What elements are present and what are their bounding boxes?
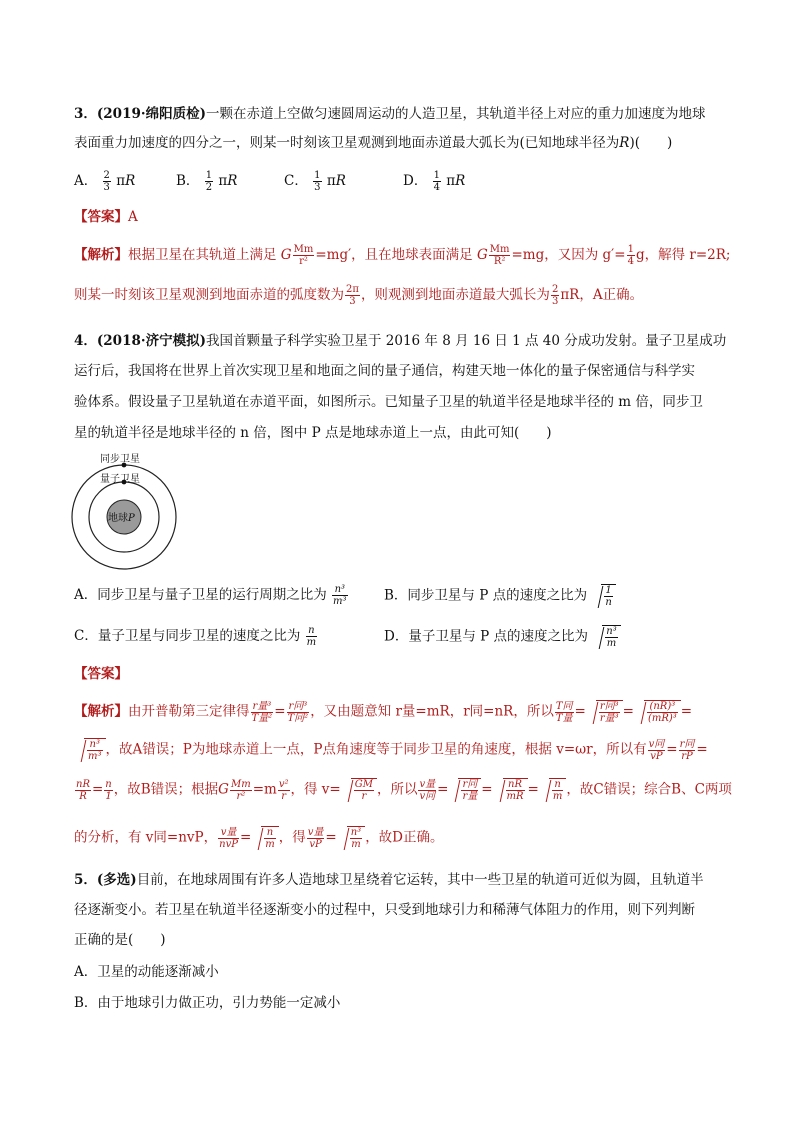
analysis-fraction: [679, 739, 696, 762]
q4-number: 4．: [74, 333, 97, 349]
analysis-text: ，故B错误；根据: [113, 781, 219, 798]
fraction-numerator: Mm: [489, 244, 510, 255]
fraction-numerator: n: [552, 779, 563, 791]
q4-stem-line3: [74, 392, 703, 412]
analysis-text: πR，A正确。: [560, 287, 644, 303]
analysis-fraction: [218, 827, 239, 850]
fraction-numerator: n: [264, 827, 275, 839]
fraction-denominator: r: [361, 791, 367, 802]
fraction-denominator: m: [351, 839, 361, 850]
analysis-sqrt: [341, 778, 377, 802]
analysis-text: ，得 v=: [290, 781, 341, 798]
fraction-numerator: v²: [278, 778, 289, 790]
q5-stem-text1: 目前，在地球周围有许多人造地球卫星绕着它运转，其中一些卫星的轨道可近似为圆，且轨道半: [136, 872, 704, 888]
analysis-text: =mg，又因为 g′=: [511, 247, 626, 263]
fraction-numerator: nR: [76, 778, 90, 790]
analysis-fraction: [551, 284, 559, 307]
fraction-denominator: T量: [555, 712, 573, 724]
q4-stem-line2: [74, 361, 695, 381]
fraction-denominator: r量³: [599, 713, 619, 724]
analysis-tag: 【解析】: [74, 247, 128, 263]
q4-stem-line4: [74, 423, 551, 443]
analysis-fraction: [354, 779, 374, 802]
option-label: A．: [74, 964, 98, 980]
answer-tag: 【答案】: [74, 209, 128, 225]
fraction-numerator: n³: [350, 827, 362, 838]
fraction-denominator: r量: [462, 791, 478, 802]
fraction-numerator: v量: [218, 827, 239, 839]
analysis-fraction: [104, 779, 112, 802]
analysis-fraction: [647, 701, 678, 724]
fraction-denominator: R²: [493, 256, 506, 267]
option-text: 同步卫星与量子卫星的运行周期之比为: [97, 587, 327, 603]
q4-stem-line1: [74, 331, 726, 351]
q4-option-d: [384, 625, 621, 649]
analysis-sqrt: [448, 778, 481, 802]
fraction-numerator: v量: [307, 826, 324, 838]
analysis-text: ，故C错误；综合B、C两项: [566, 781, 732, 798]
fraction-numerator: r同³: [288, 700, 308, 712]
fraction-numerator: v同: [648, 738, 665, 750]
fraction-denominator: r²: [236, 790, 246, 802]
analysis-fraction: [648, 739, 666, 762]
fraction-numerator: v量: [419, 778, 436, 790]
q5-stem-text2: 径逐渐变小。若卫星在轨道半径逐渐变小的过程中，只受到地球引力和稀薄气体阻力的作用，则下列判断: [74, 902, 695, 918]
fraction-numerator: 1: [627, 244, 634, 255]
fraction-denominator: 2: [205, 182, 213, 193]
q5-option-b: [74, 993, 340, 1013]
option-label: B．: [74, 995, 98, 1011]
analysis-g: G: [280, 247, 292, 263]
option-fraction: [332, 584, 348, 607]
q4-analysis-line3: $\frac{nR}{R}$ = $\frac{n}{1}$ ，故B错误；根据G $\frac{Mm}{\text{r²}}$ =m $\frac{\text{v²}}{r}$ ，得 v= $\frac{GM}{r}$ ，所以 $\frac{\text{v量}}{\text{v同}}$ = $\frac{\text{r同}}{\text{r量}}$ = $\frac{nR}{mR}$ = $\frac{n}{m}$ ，故C错误；综合B、C两项: [76, 778, 732, 802]
answer-value: A: [128, 209, 138, 225]
option-label: A．: [74, 587, 98, 603]
fraction-numerator: 1: [314, 170, 321, 181]
fraction-numerator: 2: [551, 284, 559, 295]
q5-stem-line2: [74, 900, 695, 920]
fraction-denominator: R: [79, 790, 87, 802]
analysis-fraction: [287, 701, 310, 724]
fraction-denominator: 4: [433, 182, 440, 193]
analysis-text: ，故D正确。: [365, 829, 444, 846]
fraction-numerator: r同³: [599, 701, 619, 712]
option-var: R: [335, 173, 346, 189]
fraction-numerator: r同: [679, 738, 695, 750]
q4-stem-text4: 星的轨道半径是地球半径的 n 倍，图中 P 点是地球赤道上一点，由此可知( ): [74, 425, 552, 441]
fraction-denominator: m³: [88, 751, 102, 762]
analysis-text: 的分析，有 v同=nvP，: [74, 829, 218, 846]
fraction-denominator: 4: [627, 256, 634, 267]
analysis-g: G: [476, 247, 488, 263]
fraction-numerator: Mm: [293, 244, 314, 255]
q4-analysis-line1: 【解析】由开普勒第三定律得 $\frac{\text{r量³}}{\text{T量²}}$ = $\frac{\text{r同³}}{\text{T同²}}$ ，又由题意知 r量=mR，r同=nR，所以 $\frac{\text{T同}}{\text{T量}}$ = $\frac{\text{r同³}}{\text{r量³}}$ = $\frac{\text{(nR)³}}{\text{(mR)³}}$ =: [74, 700, 693, 724]
analysis-sqrt: [493, 778, 528, 802]
analysis-text: ，所以: [376, 781, 418, 798]
fraction-denominator: 3: [551, 296, 559, 307]
fraction-denominator: m: [306, 637, 317, 648]
fraction-numerator: 1: [433, 170, 440, 181]
q4-option-b: [384, 584, 616, 608]
analysis-fraction: [350, 827, 362, 850]
q3-analysis-line2: [74, 284, 643, 307]
fraction-numerator: 1: [605, 585, 612, 596]
analysis-sqrt: [539, 778, 566, 802]
option-fraction: [103, 170, 111, 193]
fraction-denominator: 1: [105, 790, 112, 802]
analysis-text: =mg′，且在地球表面满足: [315, 247, 473, 263]
fraction-numerator: Mm: [230, 778, 251, 790]
q5-option-a: [74, 962, 219, 982]
q3-option-b: [176, 170, 237, 193]
q5-stem-text3: 正确的是( ): [74, 932, 166, 948]
fraction-denominator: (mR)³: [647, 713, 677, 724]
q5-tag: (多选): [96, 872, 137, 888]
option-label: D．: [384, 628, 409, 645]
fraction-denominator: m³: [333, 596, 347, 607]
fraction-numerator: n³: [606, 626, 617, 637]
q4-analysis-line4: 的分析，有 v同=nvP， $\frac{\text{v量}}{\text{nvP}}$ = $\frac{n}{m}$ ，得 $\frac{\text{v量}}{vP}$ = $\frac{\text{n³}}{m}$ ，故D正确。: [74, 826, 444, 850]
option-fraction: [313, 170, 321, 193]
q3-option-a: [74, 170, 135, 193]
fraction-numerator: T同: [555, 700, 573, 712]
fraction-numerator: 2: [103, 170, 110, 181]
q4-option-c: [74, 625, 318, 648]
option-label: D．: [403, 173, 428, 189]
fraction-denominator: m: [265, 839, 275, 850]
option-text: 由于地球引力做正功，引力势能一定减小: [97, 995, 341, 1011]
analysis-text: 则某一时刻该卫星观测到地面赤道的弧度数为: [74, 287, 344, 303]
q3-answer: [74, 207, 138, 227]
fraction-denominator: r²: [299, 256, 308, 267]
q3-analysis-line1: [74, 244, 730, 267]
fraction-denominator: m: [606, 638, 617, 649]
option-pi: π: [218, 173, 228, 189]
point-p-label: P: [128, 513, 135, 524]
analysis-fraction: [461, 779, 478, 802]
analysis-fraction: [489, 244, 511, 267]
q5-stem-line3: [74, 930, 166, 950]
option-fraction: [306, 625, 317, 648]
analysis-text: =: [91, 781, 104, 798]
option-text: 量子卫星与 P 点的速度之比为: [408, 628, 588, 645]
fraction-denominator: vP: [650, 750, 663, 762]
analysis-text: ，故A错误；P为地球赤道上一点，P点角速度等于同步卫星的角速度，根据 v=ωr，所以有: [105, 741, 647, 758]
q4-stem-text3: 验体系。假设量子卫星轨道在赤道平面，如图所示。已知量子卫星的轨道半径是地球半径的 m 倍，同步卫: [74, 394, 703, 410]
q4-analysis-line2: $\frac{\text{n³}}{\text{m³}}$ ，故A错误；P为地球赤道上一点，P点角速度等于同步卫星的角速度，根据 v=ωr，所以有 $\frac{\text{v同}}{vP}$ = $\frac{\text{r同}}{rP}$ =: [74, 738, 708, 762]
analysis-fraction: [293, 244, 315, 267]
analysis-fraction: [552, 779, 563, 802]
analysis-sqrt: [337, 826, 365, 850]
q3-source: (2019·绵阳质检): [96, 106, 206, 122]
earth-text: 地球: [108, 513, 128, 524]
analysis-fraction: [87, 739, 103, 762]
option-text: 卫星的动能逐渐减小: [97, 964, 219, 980]
option-var: R: [455, 173, 466, 189]
answer-tag: 【答案】: [74, 666, 128, 682]
fraction-denominator: nvP: [219, 838, 238, 850]
analysis-fraction: [418, 779, 436, 802]
option-fraction: [604, 585, 612, 608]
option-var: R: [125, 173, 136, 189]
analysis-sqrt: [634, 700, 681, 724]
fraction-denominator: 3: [103, 182, 110, 193]
fraction-denominator: v同: [419, 790, 436, 802]
fraction-numerator: n: [105, 778, 112, 790]
q3-number: 3．: [74, 106, 97, 122]
analysis-fraction: [251, 701, 274, 724]
option-label: B．: [384, 587, 408, 604]
option-label: A．: [74, 173, 98, 189]
analysis-fraction: [345, 284, 360, 307]
analysis-g: G: [218, 781, 229, 798]
option-text: 量子卫星与同步卫星的速度之比为: [97, 628, 301, 644]
analysis-fraction: [307, 827, 325, 850]
fraction-denominator: vP: [309, 838, 322, 850]
q3-stem-line1: [74, 104, 705, 124]
analysis-fraction: [555, 701, 574, 724]
q3-stem-r: R: [619, 135, 630, 151]
analysis-fraction: [506, 779, 525, 802]
analysis-text: g，解得 r=2R;: [635, 247, 731, 263]
option-label: C．: [284, 173, 308, 189]
option-var: R: [227, 173, 238, 189]
fraction-numerator: r量³: [252, 700, 272, 712]
fraction-denominator: m: [552, 791, 563, 802]
fraction-numerator: n: [306, 625, 317, 637]
q3-stem-end: )( ): [629, 135, 673, 151]
option-pi: π: [326, 173, 336, 189]
q4-answer: [74, 664, 128, 684]
sync-satellite-label: 同步卫星: [100, 454, 140, 465]
analysis-fraction: [599, 701, 620, 724]
analysis-text: ，又由题意知 r量=mR，r同=nR，所以: [310, 703, 554, 720]
fraction-numerator: nR: [506, 779, 525, 791]
option-label: B．: [176, 173, 200, 189]
quantum-satellite-label: 量子卫星: [100, 474, 140, 485]
fraction-denominator: mR: [506, 791, 524, 802]
analysis-fraction: [627, 244, 635, 267]
analysis-fraction: [75, 779, 91, 802]
fraction-denominator: rP: [681, 750, 693, 762]
analysis-text: ，得: [278, 829, 306, 846]
fraction-numerator: 1: [205, 170, 213, 181]
analysis-fraction: [230, 779, 252, 802]
analysis-tag: 【解析】: [74, 703, 128, 720]
option-pi: π: [446, 173, 456, 189]
fraction-numerator: r同: [462, 779, 478, 790]
fraction-numerator: (nR)³: [647, 701, 678, 713]
option-text: 同步卫星与 P 点的速度之比为: [407, 587, 588, 604]
q3-option-c: [284, 170, 346, 193]
analysis-sqrt: [251, 826, 278, 850]
option-sqrt: [592, 625, 620, 649]
analysis-text: 由开普勒第三定律得: [128, 703, 250, 720]
fraction-denominator: 3: [349, 296, 356, 307]
fraction-denominator: T同²: [287, 712, 309, 724]
q3-stem-text2: 表面重力加速度的四分之一，则某一时刻该卫星观测到地面赤道最大弧长为(已知地球半径为: [74, 135, 620, 151]
fraction-denominator: 3: [314, 182, 321, 193]
option-fraction: [605, 626, 617, 649]
q4-source: (2018·济宁模拟): [96, 333, 206, 349]
option-sqrt: [591, 584, 615, 608]
option-pi: π: [116, 173, 126, 189]
fraction-numerator: 2π: [346, 284, 359, 295]
analysis-text: 根据卫星在其轨道上满足: [128, 247, 277, 263]
q5-number: 5．: [74, 872, 97, 888]
option-fraction: [205, 170, 213, 193]
q4-stem-text2: 运行后，我国将在世界上首次实现卫星和地面之间的量子通信，构建天地一体化的量子保密通信与科学实: [74, 363, 695, 379]
q3-stem-text1: 一颗在赤道上空做匀速圆周运动的人造卫星，其轨道半径上对应的重力加速度为地球: [205, 106, 706, 122]
analysis-fraction: [278, 779, 290, 802]
analysis-sqrt: [586, 700, 623, 724]
q5-stem-line1: [74, 870, 704, 890]
fraction-denominator: T量²: [251, 712, 273, 724]
fraction-numerator: GM: [354, 779, 373, 790]
fraction-denominator: r: [281, 790, 287, 802]
analysis-text: ，则观测到地面赤道最大弧长为: [360, 287, 550, 303]
option-label: C．: [74, 628, 98, 644]
q3-option-d: [403, 170, 465, 193]
q4-orbit-diagram: [66, 452, 186, 576]
q3-stem-line2: [74, 133, 672, 153]
q4-stem-text1: 我国首颗量子科学实验卫星于 2016 年 8 月 16 日 1 点 40 分成功发射。量子卫星成功: [205, 333, 727, 349]
analysis-sqrt: [74, 738, 106, 762]
analysis-fraction: [264, 827, 275, 850]
q4-option-a: [74, 584, 349, 607]
fraction-denominator: n: [605, 597, 612, 608]
fraction-numerator: n³: [87, 739, 103, 751]
earth-label: [108, 509, 135, 524]
fraction-numerator: n³: [332, 584, 348, 596]
option-fraction: [433, 170, 441, 193]
